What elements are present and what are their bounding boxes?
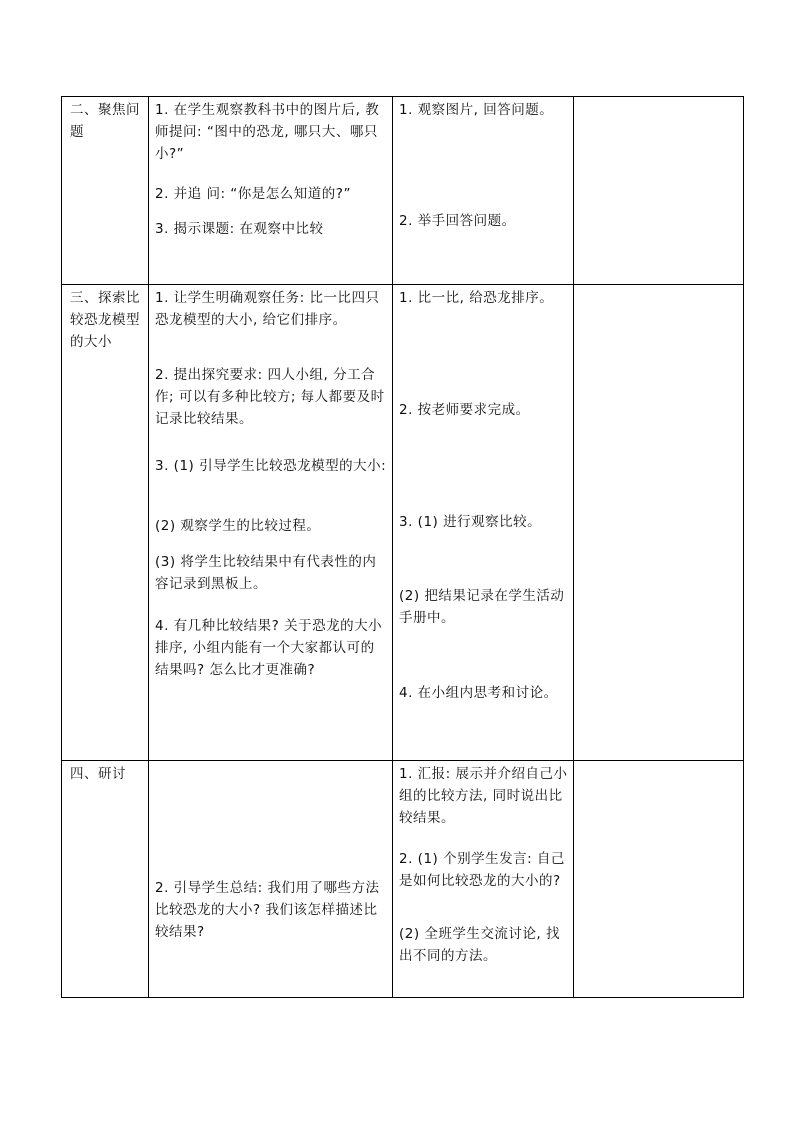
student-activity-text: 1. 观察图片, 回答问题。 [399,102,554,118]
student-activity-cell [393,97,574,285]
teacher-activity-cell [149,285,393,761]
teacher-activity-cell [149,97,393,285]
table-row [62,285,744,761]
stage-cell [62,761,149,998]
student-activity-cell [393,761,574,998]
student-activity-text: 2. (1) 个别学生发言: 自己是如何比较恐龙的大小的? [399,851,565,889]
student-activity-text: 2. 按老师要求完成。 [399,402,530,418]
student-activity-text: (2) 全班学生交流讨论, 找出不同的方法。 [399,926,560,964]
notes-cell [574,285,744,761]
notes-cell [574,761,744,998]
teacher-activity-text: 2. 提出探究要求: 四人小组, 分工合作; 可以有多种比较方; 每人都要及时记录比较结果。 [155,367,385,427]
stage-label: 四、研讨 [70,766,126,782]
teacher-activity-text: (3) 将学生比较结果中有代表性的内容记录到黑板上。 [155,554,377,592]
teacher-activity-text: 3. (1) 引导学生比较恐龙模型的大小: [155,458,387,474]
teacher-activity-text: (2) 观察学生的比较过程。 [155,518,321,534]
student-activity-text: 3. (1) 进行观察比较。 [399,514,542,530]
table-row [62,97,744,285]
student-activity-text: (2) 把结果记录在学生活动手册中。 [399,588,565,626]
teacher-activity-text: 1. 在学生观察教科书中的图片后, 教师提问: “图中的恐龙, 哪只大、哪只小?” [155,102,380,162]
student-activity-text: 1. 比一比, 给恐龙排序。 [399,290,554,306]
student-activity-text: 2. 举手回答问题。 [399,213,516,229]
teacher-activity-text: 1. 让学生明确观察任务: 比一比四只恐龙模型的大小, 给它们排序。 [155,290,380,328]
teacher-activity-text: 2. 引导学生总结: 我们用了哪些方法比较恐龙的大小? 我们该怎样描述比较结果? [155,880,380,940]
teacher-activity-text: 3. 揭示课题: 在观察中比较 [155,221,324,237]
stage-cell [62,285,149,761]
stage-label: 三、探索比较恐龙模型的大小 [70,290,140,350]
stage-label: 二、聚焦问题 [70,102,140,140]
lesson-plan-table [61,96,744,998]
stage-cell [62,97,149,285]
teacher-activity-cell [149,761,393,998]
teacher-activity-text: 2. 并追 问: “你是怎么知道的?” [155,186,351,202]
student-activity-cell [393,285,574,761]
notes-cell [574,97,744,285]
student-activity-text: 1. 汇报: 展示并介绍自己小组的比较方法, 同时说出比较结果。 [399,766,568,826]
table-row [62,761,744,998]
teacher-activity-text: 4. 有几种比较结果? 关于恐龙的大小排序, 小组内能有一个大家都认可的结果吗? 怎么比才更准确? [155,618,383,678]
student-activity-text: 4. 在小组内思考和讨论。 [399,685,558,701]
